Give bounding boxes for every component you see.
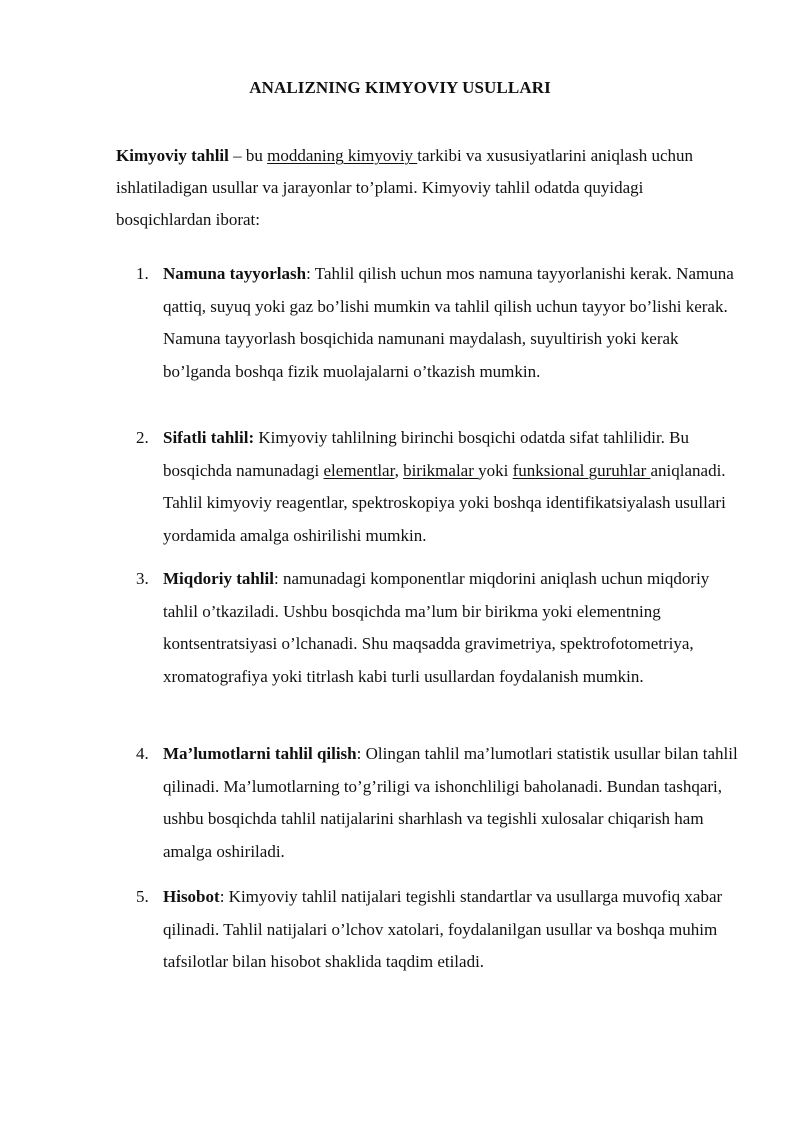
list-item-number: 2. — [136, 428, 149, 447]
list-item-text: Kimyoviy tahlilning birinchi bosqichi odatda sifat tahlilidir. Bu bosqichda namunadagi — [163, 428, 690, 480]
intro-link-moddaning-kimyoviy[interactable]: moddaning kimyoviy — [267, 146, 418, 165]
intro-paragraph — [116, 140, 716, 236]
list-item-heading: Miqdoriy tahlil — [163, 569, 274, 588]
list-item-text: , — [394, 460, 404, 480]
list-item-number: 5. — [136, 887, 149, 906]
list-item-text: : Olingan tahlil ma’lumotlari statistik usullar bilan tahlil qilinadi. Ma’lumotlarning to’g’riligi va ishonchliligi baholanadi. Bundan tashqari, ushbu bosqichda tahlil natijalarini sharhlash va tegishli xulosalar chiqarish ham amalga oshiriladi. — [163, 744, 738, 861]
list-item-number: 3. — [136, 569, 149, 588]
list-item-text: yoki — [478, 460, 513, 480]
intro-text-1: – bu — [228, 146, 268, 165]
intro-text-2: tarkibi va xususiyatlarini aniqlash uchun ishlatiladigan usullar va jarayonlar to’plami. Kimyoviy tahlil odatda quyidagi bosqichlardan iborat: — [116, 146, 694, 229]
list-item-text: : namunadagi komponentlar miqdorini aniqlash uchun miqdoriy tahlil o’tkaziladi. Ushbu bosqichda ma’lum bir birikma yoki elementning kontsentratsiyasi o’lchanadi. Shu maqsadda gravimetriya, spektrofotometriya, xromatografiya yoki titrlash kabi turli usullardan foydalanish mumkin. — [163, 569, 710, 686]
list-item-namuna-tayyorlash — [116, 258, 746, 388]
list-item-miqdoriy-tahlil — [116, 563, 746, 693]
document-title: ANALIZNING KIMYOVIY USULLARI — [249, 78, 551, 97]
link-funksional-guruhlar[interactable]: funksional guruhlar — [512, 460, 651, 480]
list-item-text: : Kimyoviy tahlil natijalari tegishli standartlar va usullarga muvofiq xabar qilinadi. Tahlil natijalari o’lchov xatolari, foydalanilgan usullar va boshqa muhim tafsilotlar bilan hisobot shaklida taqdim etiladi. — [163, 887, 723, 971]
list-item-heading: Hisobot — [163, 887, 220, 906]
list-item-heading: Ma’lumotlarni tahlil qilish — [163, 744, 357, 763]
link-elementlar[interactable]: elementlar — [323, 460, 395, 480]
list-item-text: : Tahlil qilish uchun mos namuna tayyorlanishi kerak. Namuna qattiq, suyuq yoki gaz bo’lishi mumkin va tahlil qilish uchun tayyor bo’lishi kerak. Namuna tayyorlash bosqichida namunani maydalash, suyultirish yoki kerak bo’lganda boshqa fizik muolajalarni o’tkazish mumkin. — [163, 264, 734, 381]
list-item-heading: Sifatli tahlil: — [163, 428, 255, 447]
intro-term: Kimyoviy tahlil — [116, 146, 229, 165]
list-item-text: aniqlanadi. Tahlil kimyoviy reagentlar, spektroskopiya yoki boshqa identifikatsiyalash usullari yordamida amalga oshirilishi mumkin. — [163, 460, 726, 545]
list-item-malumotlarni-tahlil — [116, 738, 746, 868]
list-item-hisobot — [116, 881, 746, 979]
list-item-number: 4. — [136, 744, 149, 763]
list-item-heading: Namuna tayyorlash — [163, 264, 307, 283]
link-birikmalar[interactable]: birikmalar — [403, 460, 479, 480]
list-item-sifatli-tahlil — [116, 422, 746, 552]
list-item-number: 1. — [136, 264, 149, 283]
